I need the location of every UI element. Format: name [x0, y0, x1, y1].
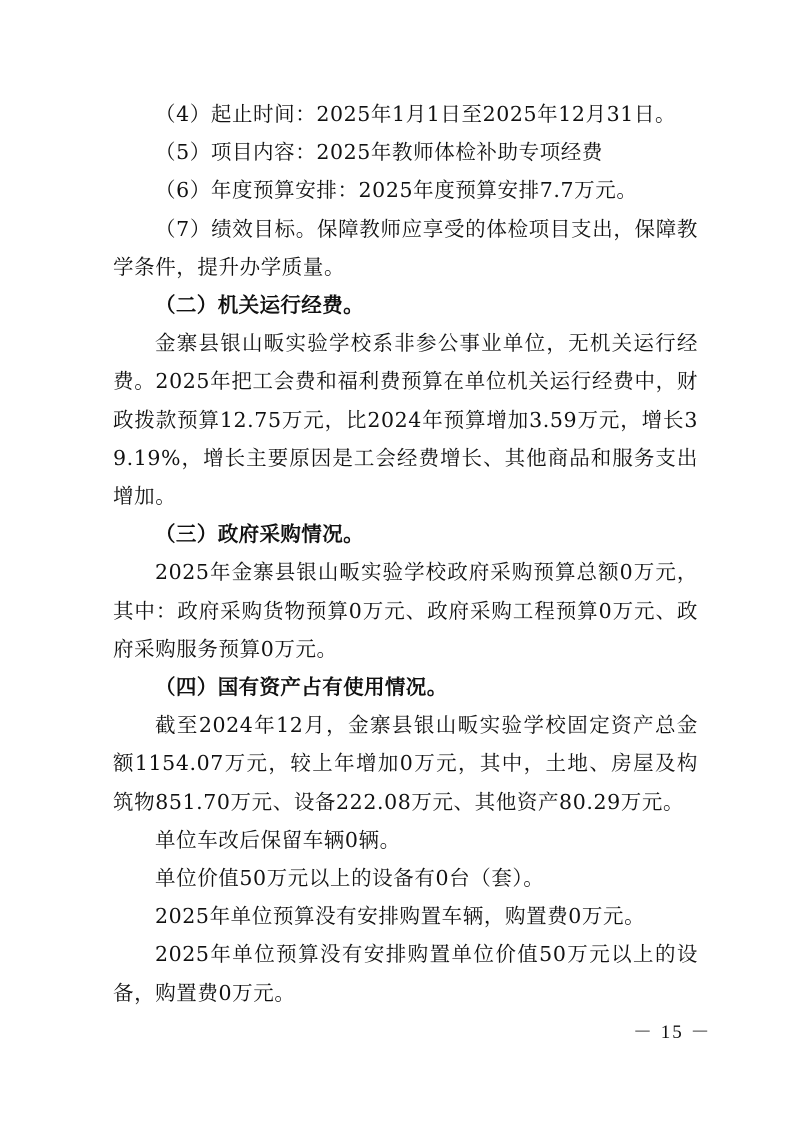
paragraph-equipment-over-50: 单位价值50万元以上的设备有0台（套）。	[155, 866, 545, 891]
page-number: － 15 －	[633, 1022, 712, 1043]
paragraph-project-content: （5）项目内容：2025年教师体检补助专项经费	[155, 140, 604, 165]
paragraph-equipment-purchase: 2025年单位预算没有安排购置单位价值50万元以上的设备，购置费0万元。	[113, 942, 698, 1005]
section-heading-state-assets: （四）国有资产占有使用情况。	[155, 675, 448, 700]
paragraph-performance-goal: （7）绩效目标。保障教师应享受的体检项目支出，保障教学条件，提升办学质量。	[113, 216, 698, 279]
section-heading-procurement: （三）政府采购情况。	[155, 522, 364, 547]
paragraph-annual-budget: （6）年度预算安排：2025年度预算安排7.7万元。	[155, 178, 638, 203]
paragraph-operating-funds: 金寨县银山畈实验学校系非参公事业单位，无机关运行经费。2025年把工会费和福利费预算在单位机关运行经费中，财政拨款预算12.75万元，比2024年预算增加3.59万元，增长39.19%，增长主要原因是工会经费增长、其他商品和服务支出增加。	[113, 331, 698, 509]
section-heading-operating-funds: （二）机关运行经费。	[155, 293, 364, 318]
paragraph-start-end-date: （4）起止时间：2025年1月1日至2025年12月31日。	[155, 102, 677, 126]
paragraph-vehicle-purchase: 2025年单位预算没有安排购置车辆，购置费0万元。	[155, 904, 646, 929]
paragraph-fixed-assets: 截至2024年12月，金寨县银山畈实验学校固定资产总金额1154.07万元，较上年增加0万元，其中，土地、房屋及构筑物851.70万元、设备222.08万元、其他资产80.29万元。	[113, 713, 698, 814]
paragraph-procurement: 2025年金寨县银山畈实验学校政府采购预算总额0万元，其中：政府采购货物预算0万元、政府采购工程预算0万元、政府采购服务预算0万元。	[113, 560, 698, 661]
document-body	[113, 95, 698, 1012]
paragraph-vehicles-retained: 单位车改后保留车辆0辆。	[155, 827, 401, 852]
